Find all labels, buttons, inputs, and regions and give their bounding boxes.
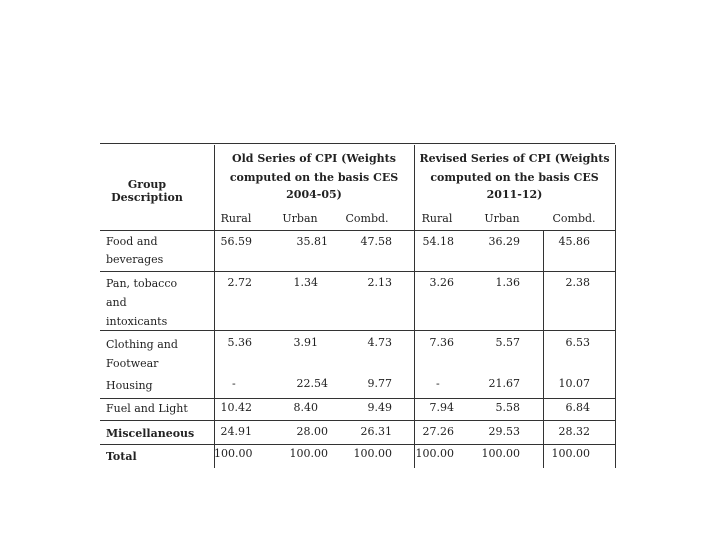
cell-value: 9.49 <box>367 401 392 414</box>
cell-value: - <box>436 377 440 390</box>
cell-value: 8.40 <box>293 401 318 414</box>
revised-series-header-line: computed on the basis CES <box>430 171 599 184</box>
cell-value: 2.72 <box>227 276 252 289</box>
subcol-rural: Rural <box>421 212 453 225</box>
cell-value: 47.58 <box>360 235 392 248</box>
cell-value: 22.54 <box>296 377 328 390</box>
row-label: Total <box>106 450 137 463</box>
cell-value: 24.91 <box>220 425 252 438</box>
cell-value: 6.84 <box>565 401 590 414</box>
cell-value: 1.36 <box>495 276 520 289</box>
subcol-rural: Rural <box>220 212 252 225</box>
cell-value: 54.18 <box>422 235 454 248</box>
row-label: Fuel and Light <box>106 402 188 415</box>
row-label: Food and <box>106 235 158 248</box>
cell-value: 3.91 <box>293 336 318 349</box>
cell-value: 5.58 <box>495 401 520 414</box>
cell-value: 100.00 <box>289 447 328 460</box>
row-label: Housing <box>106 379 153 392</box>
cell-value: 45.86 <box>558 235 590 248</box>
cell-value: 26.31 <box>360 425 392 438</box>
cell-value: 3.26 <box>429 276 454 289</box>
cell-value: 28.32 <box>558 425 590 438</box>
row-divider <box>100 444 615 445</box>
cell-value: 7.94 <box>429 401 454 414</box>
row-label: intoxicants <box>106 315 168 328</box>
row-divider <box>100 420 615 421</box>
cell-value: 100.00 <box>415 447 454 460</box>
table-top-border <box>100 143 615 144</box>
cell-value: 29.53 <box>488 425 520 438</box>
row-label: Miscellaneous <box>106 427 195 440</box>
row-label: and <box>106 296 127 309</box>
revised-series-header-line: Revised Series of CPI (Weights <box>419 152 610 165</box>
column-divider <box>615 145 616 468</box>
cell-value: 2.13 <box>367 276 392 289</box>
cell-value: 5.57 <box>495 336 520 349</box>
subcol-combd: Combd. <box>345 212 389 225</box>
old-series-header-line: 2004-05) <box>286 188 342 201</box>
cell-value: 10.42 <box>220 401 252 414</box>
row-divider <box>100 330 615 331</box>
cell-value: 100.00 <box>551 447 590 460</box>
subcol-combd: Combd. <box>552 212 596 225</box>
group-header-line: Description <box>111 191 183 204</box>
row-divider <box>100 230 615 231</box>
cell-value: 6.53 <box>565 336 590 349</box>
cell-value: 28.00 <box>296 425 328 438</box>
cell-value: 10.07 <box>558 377 590 390</box>
cell-value: 100.00 <box>214 447 253 460</box>
cell-value: 21.67 <box>488 377 520 390</box>
cell-value: 35.81 <box>296 235 328 248</box>
row-label: beverages <box>106 253 164 266</box>
cell-value: 7.36 <box>429 336 454 349</box>
row-label: Pan, tobacco <box>106 277 178 290</box>
cell-value: 36.29 <box>488 235 520 248</box>
old-series-header-line: computed on the basis CES <box>229 171 399 184</box>
cell-value: 2.38 <box>565 276 590 289</box>
cell-value: - <box>232 377 236 390</box>
cell-value: 100.00 <box>353 447 392 460</box>
row-label: Footwear <box>106 357 159 370</box>
subcol-urban: Urban <box>484 212 520 225</box>
group-header-line: Group <box>127 178 167 191</box>
revised-series-header-line: 2011-12) <box>486 188 543 201</box>
subcol-urban: Urban <box>282 212 318 225</box>
cell-value: 27.26 <box>422 425 454 438</box>
cell-value: 5.36 <box>227 336 252 349</box>
cell-value: 4.73 <box>367 336 392 349</box>
cell-value: 1.34 <box>293 276 318 289</box>
old-series-header-line: Old Series of CPI (Weights <box>232 152 396 165</box>
row-divider <box>100 271 615 272</box>
cell-value: 9.77 <box>367 377 392 390</box>
cell-value: 56.59 <box>220 235 252 248</box>
row-label: Clothing and <box>106 338 178 351</box>
column-divider <box>543 230 544 468</box>
cell-value: 100.00 <box>481 447 520 460</box>
row-divider <box>100 398 615 399</box>
